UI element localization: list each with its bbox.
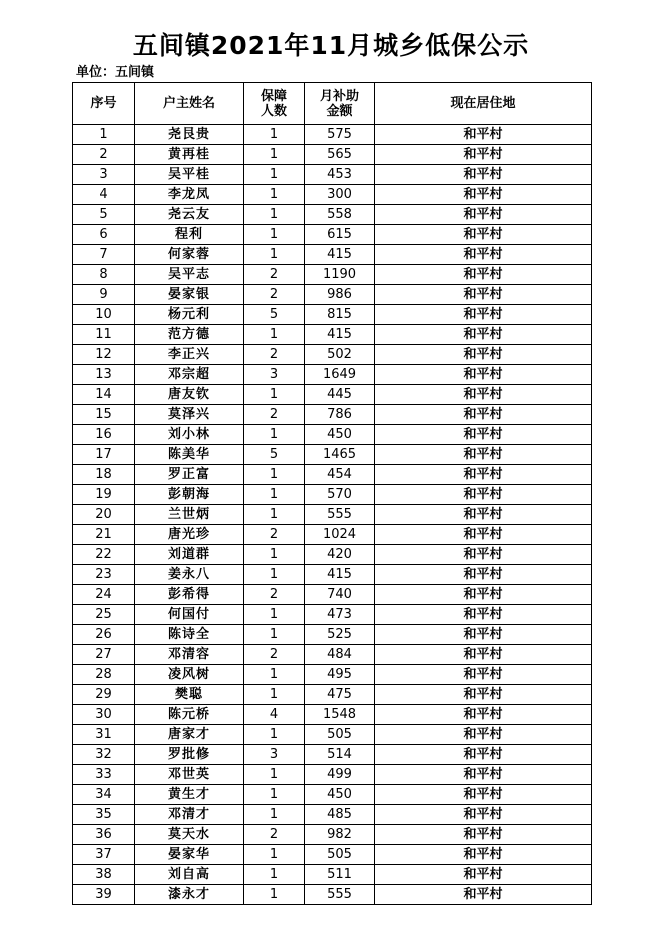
cell-address: 和平村 [375,365,592,385]
cell-address: 和平村 [375,425,592,445]
cell-people: 1 [244,625,305,645]
page-title: 五间镇2021年11月城乡低保公示 [132,31,530,60]
cell-name: 唐友钦 [135,385,244,405]
cell-seq: 36 [73,825,135,845]
cell-seq: 16 [73,425,135,445]
cell-people: 1 [244,665,305,685]
header-name: 户主姓名 [135,83,244,125]
cell-seq: 17 [73,445,135,465]
cell-address: 和平村 [375,705,592,725]
cell-amount: 499 [305,765,375,785]
cell-amount: 815 [305,305,375,325]
cell-name: 莫泽兴 [135,405,244,425]
table-row [73,485,592,505]
cell-seq: 6 [73,225,135,245]
cell-people: 2 [244,645,305,665]
cell-name: 唐家才 [135,725,244,745]
table-row [73,645,592,665]
cell-people: 1 [244,225,305,245]
cell-seq: 7 [73,245,135,265]
header-row [73,83,592,125]
table-row [73,765,592,785]
cell-address: 和平村 [375,785,592,805]
cell-people: 1 [244,605,305,625]
table-row [73,545,592,565]
allowance-table [72,82,592,905]
cell-amount: 415 [305,245,375,265]
cell-name: 樊聪 [135,685,244,705]
cell-people: 2 [244,405,305,425]
cell-people: 1 [244,185,305,205]
cell-name: 罗正富 [135,465,244,485]
cell-seq: 9 [73,285,135,305]
cell-address: 和平村 [375,245,592,265]
header-amount-line2: 金额 [326,103,353,119]
cell-amount: 982 [305,825,375,845]
cell-seq: 21 [73,525,135,545]
cell-amount: 525 [305,625,375,645]
cell-seq: 28 [73,665,135,685]
table-row [73,265,592,285]
table-row [73,165,592,185]
cell-address: 和平村 [375,225,592,245]
table-row [73,445,592,465]
cell-address: 和平村 [375,865,592,885]
cell-name: 范方德 [135,325,244,345]
cell-people: 1 [244,425,305,445]
table-row [73,525,592,545]
cell-seq: 38 [73,865,135,885]
cell-name: 黄生才 [135,785,244,805]
cell-amount: 445 [305,385,375,405]
cell-address: 和平村 [375,305,592,325]
cell-name: 尧艮贵 [135,125,244,145]
cell-address: 和平村 [375,345,592,365]
cell-amount: 495 [305,665,375,685]
cell-address: 和平村 [375,485,592,505]
cell-people: 1 [244,145,305,165]
cell-people: 5 [244,305,305,325]
cell-amount: 740 [305,585,375,605]
table-body [73,125,592,905]
table-row [73,845,592,865]
table-row [73,365,592,385]
table-row [73,305,592,325]
cell-amount: 420 [305,545,375,565]
header-amount [305,83,375,125]
cell-address: 和平村 [375,465,592,485]
cell-amount: 514 [305,745,375,765]
cell-address: 和平村 [375,825,592,845]
cell-people: 4 [244,705,305,725]
cell-address: 和平村 [375,685,592,705]
cell-people: 1 [244,325,305,345]
cell-amount: 1190 [305,265,375,285]
table-row [73,465,592,485]
unit-label: 单位：五间镇 [76,65,155,80]
cell-people: 1 [244,125,305,145]
cell-address: 和平村 [375,145,592,165]
cell-seq: 29 [73,685,135,705]
cell-address: 和平村 [375,405,592,425]
cell-amount: 786 [305,405,375,425]
cell-name: 兰世炳 [135,505,244,525]
cell-address: 和平村 [375,765,592,785]
table-row [73,205,592,225]
header-people-line1: 保障 [260,88,287,104]
cell-people: 2 [244,525,305,545]
cell-amount: 505 [305,725,375,745]
cell-name: 李正兴 [135,345,244,365]
table-row [73,605,592,625]
cell-address: 和平村 [375,205,592,225]
table-row [73,625,592,645]
cell-name: 罗批修 [135,745,244,765]
cell-amount: 615 [305,225,375,245]
table-row [73,505,592,525]
cell-people: 1 [244,845,305,865]
cell-name: 莫天水 [135,825,244,845]
cell-amount: 505 [305,845,375,865]
cell-seq: 13 [73,365,135,385]
cell-seq: 8 [73,265,135,285]
header-seq: 序号 [73,83,135,125]
cell-people: 2 [244,825,305,845]
cell-amount: 415 [305,565,375,585]
cell-seq: 23 [73,565,135,585]
cell-seq: 1 [73,125,135,145]
table-row [73,385,592,405]
cell-seq: 15 [73,405,135,425]
table-row [73,805,592,825]
table-row [73,725,592,745]
cell-address: 和平村 [375,125,592,145]
cell-seq: 14 [73,385,135,405]
cell-amount: 450 [305,785,375,805]
cell-seq: 37 [73,845,135,865]
header-address: 现在居住地 [375,83,592,125]
cell-seq: 31 [73,725,135,745]
cell-name: 刘道群 [135,545,244,565]
cell-seq: 34 [73,785,135,805]
cell-name: 彭朝海 [135,485,244,505]
cell-name: 陈元桥 [135,705,244,725]
cell-name: 邓世英 [135,765,244,785]
cell-amount: 475 [305,685,375,705]
cell-name: 李龙凤 [135,185,244,205]
cell-seq: 12 [73,345,135,365]
cell-seq: 2 [73,145,135,165]
cell-address: 和平村 [375,585,592,605]
cell-people: 2 [244,345,305,365]
header-people [244,83,305,125]
table-row [73,885,592,905]
cell-address: 和平村 [375,525,592,545]
cell-amount: 453 [305,165,375,185]
cell-amount: 558 [305,205,375,225]
cell-seq: 18 [73,465,135,485]
cell-seq: 33 [73,765,135,785]
cell-name: 吴平桂 [135,165,244,185]
cell-amount: 484 [305,645,375,665]
cell-amount: 1548 [305,705,375,725]
cell-people: 5 [244,445,305,465]
cell-address: 和平村 [375,445,592,465]
cell-people: 1 [244,885,305,905]
cell-amount: 485 [305,805,375,825]
cell-people: 1 [244,805,305,825]
cell-name: 刘小林 [135,425,244,445]
cell-address: 和平村 [375,545,592,565]
cell-seq: 35 [73,805,135,825]
table-row [73,865,592,885]
cell-name: 刘自高 [135,865,244,885]
table-row [73,405,592,425]
cell-seq: 4 [73,185,135,205]
cell-amount: 1649 [305,365,375,385]
table-row [73,565,592,585]
cell-seq: 3 [73,165,135,185]
table-row [73,585,592,605]
cell-seq: 25 [73,605,135,625]
cell-people: 1 [244,545,305,565]
cell-people: 1 [244,865,305,885]
table-row [73,665,592,685]
cell-seq: 26 [73,625,135,645]
cell-address: 和平村 [375,665,592,685]
table-row [73,145,592,165]
cell-people: 1 [244,165,305,185]
cell-seq: 39 [73,885,135,905]
cell-name: 邓宗超 [135,365,244,385]
cell-name: 晏家华 [135,845,244,865]
cell-amount: 565 [305,145,375,165]
table-row [73,785,592,805]
cell-name: 唐光珍 [135,525,244,545]
cell-address: 和平村 [375,185,592,205]
cell-name: 彭希得 [135,585,244,605]
cell-address: 和平村 [375,505,592,525]
cell-name: 姜永八 [135,565,244,585]
cell-people: 3 [244,365,305,385]
cell-address: 和平村 [375,385,592,405]
cell-name: 杨元利 [135,305,244,325]
table-row [73,745,592,765]
table-row [73,705,592,725]
cell-seq: 19 [73,485,135,505]
table-row [73,185,592,205]
cell-amount: 450 [305,425,375,445]
cell-seq: 32 [73,745,135,765]
cell-amount: 300 [305,185,375,205]
table-row [73,125,592,145]
cell-amount: 473 [305,605,375,625]
cell-seq: 11 [73,325,135,345]
cell-amount: 1024 [305,525,375,545]
cell-name: 吴平志 [135,265,244,285]
table-row [73,825,592,845]
cell-seq: 22 [73,545,135,565]
cell-seq: 5 [73,205,135,225]
cell-seq: 20 [73,505,135,525]
cell-address: 和平村 [375,265,592,285]
cell-people: 1 [244,785,305,805]
cell-name: 漆永才 [135,885,244,905]
cell-people: 2 [244,585,305,605]
cell-people: 2 [244,265,305,285]
table-row [73,245,592,265]
cell-people: 1 [244,485,305,505]
cell-people: 3 [244,745,305,765]
cell-people: 1 [244,765,305,785]
cell-amount: 502 [305,345,375,365]
cell-people: 2 [244,285,305,305]
cell-name: 尧云友 [135,205,244,225]
cell-amount: 555 [305,505,375,525]
cell-name: 程利 [135,225,244,245]
table-row [73,285,592,305]
cell-amount: 575 [305,125,375,145]
cell-address: 和平村 [375,165,592,185]
cell-address: 和平村 [375,625,592,645]
cell-address: 和平村 [375,285,592,305]
header-people-line2: 人数 [260,103,287,119]
cell-amount: 415 [305,325,375,345]
cell-people: 1 [244,465,305,485]
cell-name: 晏家银 [135,285,244,305]
cell-address: 和平村 [375,885,592,905]
table-row [73,325,592,345]
cell-people: 1 [244,685,305,705]
cell-people: 1 [244,385,305,405]
cell-amount: 555 [305,885,375,905]
cell-name: 黄再桂 [135,145,244,165]
cell-seq: 30 [73,705,135,725]
table-row [73,225,592,245]
cell-amount: 511 [305,865,375,885]
cell-address: 和平村 [375,745,592,765]
cell-amount: 986 [305,285,375,305]
cell-address: 和平村 [375,565,592,585]
cell-name: 陈诗全 [135,625,244,645]
cell-name: 邓清容 [135,645,244,665]
cell-amount: 1465 [305,445,375,465]
cell-people: 1 [244,565,305,585]
cell-amount: 570 [305,485,375,505]
cell-people: 1 [244,205,305,225]
cell-people: 1 [244,725,305,745]
cell-name: 凌风树 [135,665,244,685]
cell-address: 和平村 [375,805,592,825]
cell-amount: 454 [305,465,375,485]
cell-people: 1 [244,245,305,265]
cell-address: 和平村 [375,845,592,865]
cell-name: 陈美华 [135,445,244,465]
table-row [73,425,592,445]
cell-people: 1 [244,505,305,525]
cell-seq: 10 [73,305,135,325]
cell-address: 和平村 [375,645,592,665]
cell-name: 邓清才 [135,805,244,825]
cell-seq: 27 [73,645,135,665]
cell-name: 何家蓉 [135,245,244,265]
cell-name: 何国付 [135,605,244,625]
cell-seq: 24 [73,585,135,605]
table-row [73,345,592,365]
cell-address: 和平村 [375,605,592,625]
table-row [73,685,592,705]
cell-address: 和平村 [375,325,592,345]
cell-address: 和平村 [375,725,592,745]
header-amount-line1: 月补助 [319,88,359,104]
